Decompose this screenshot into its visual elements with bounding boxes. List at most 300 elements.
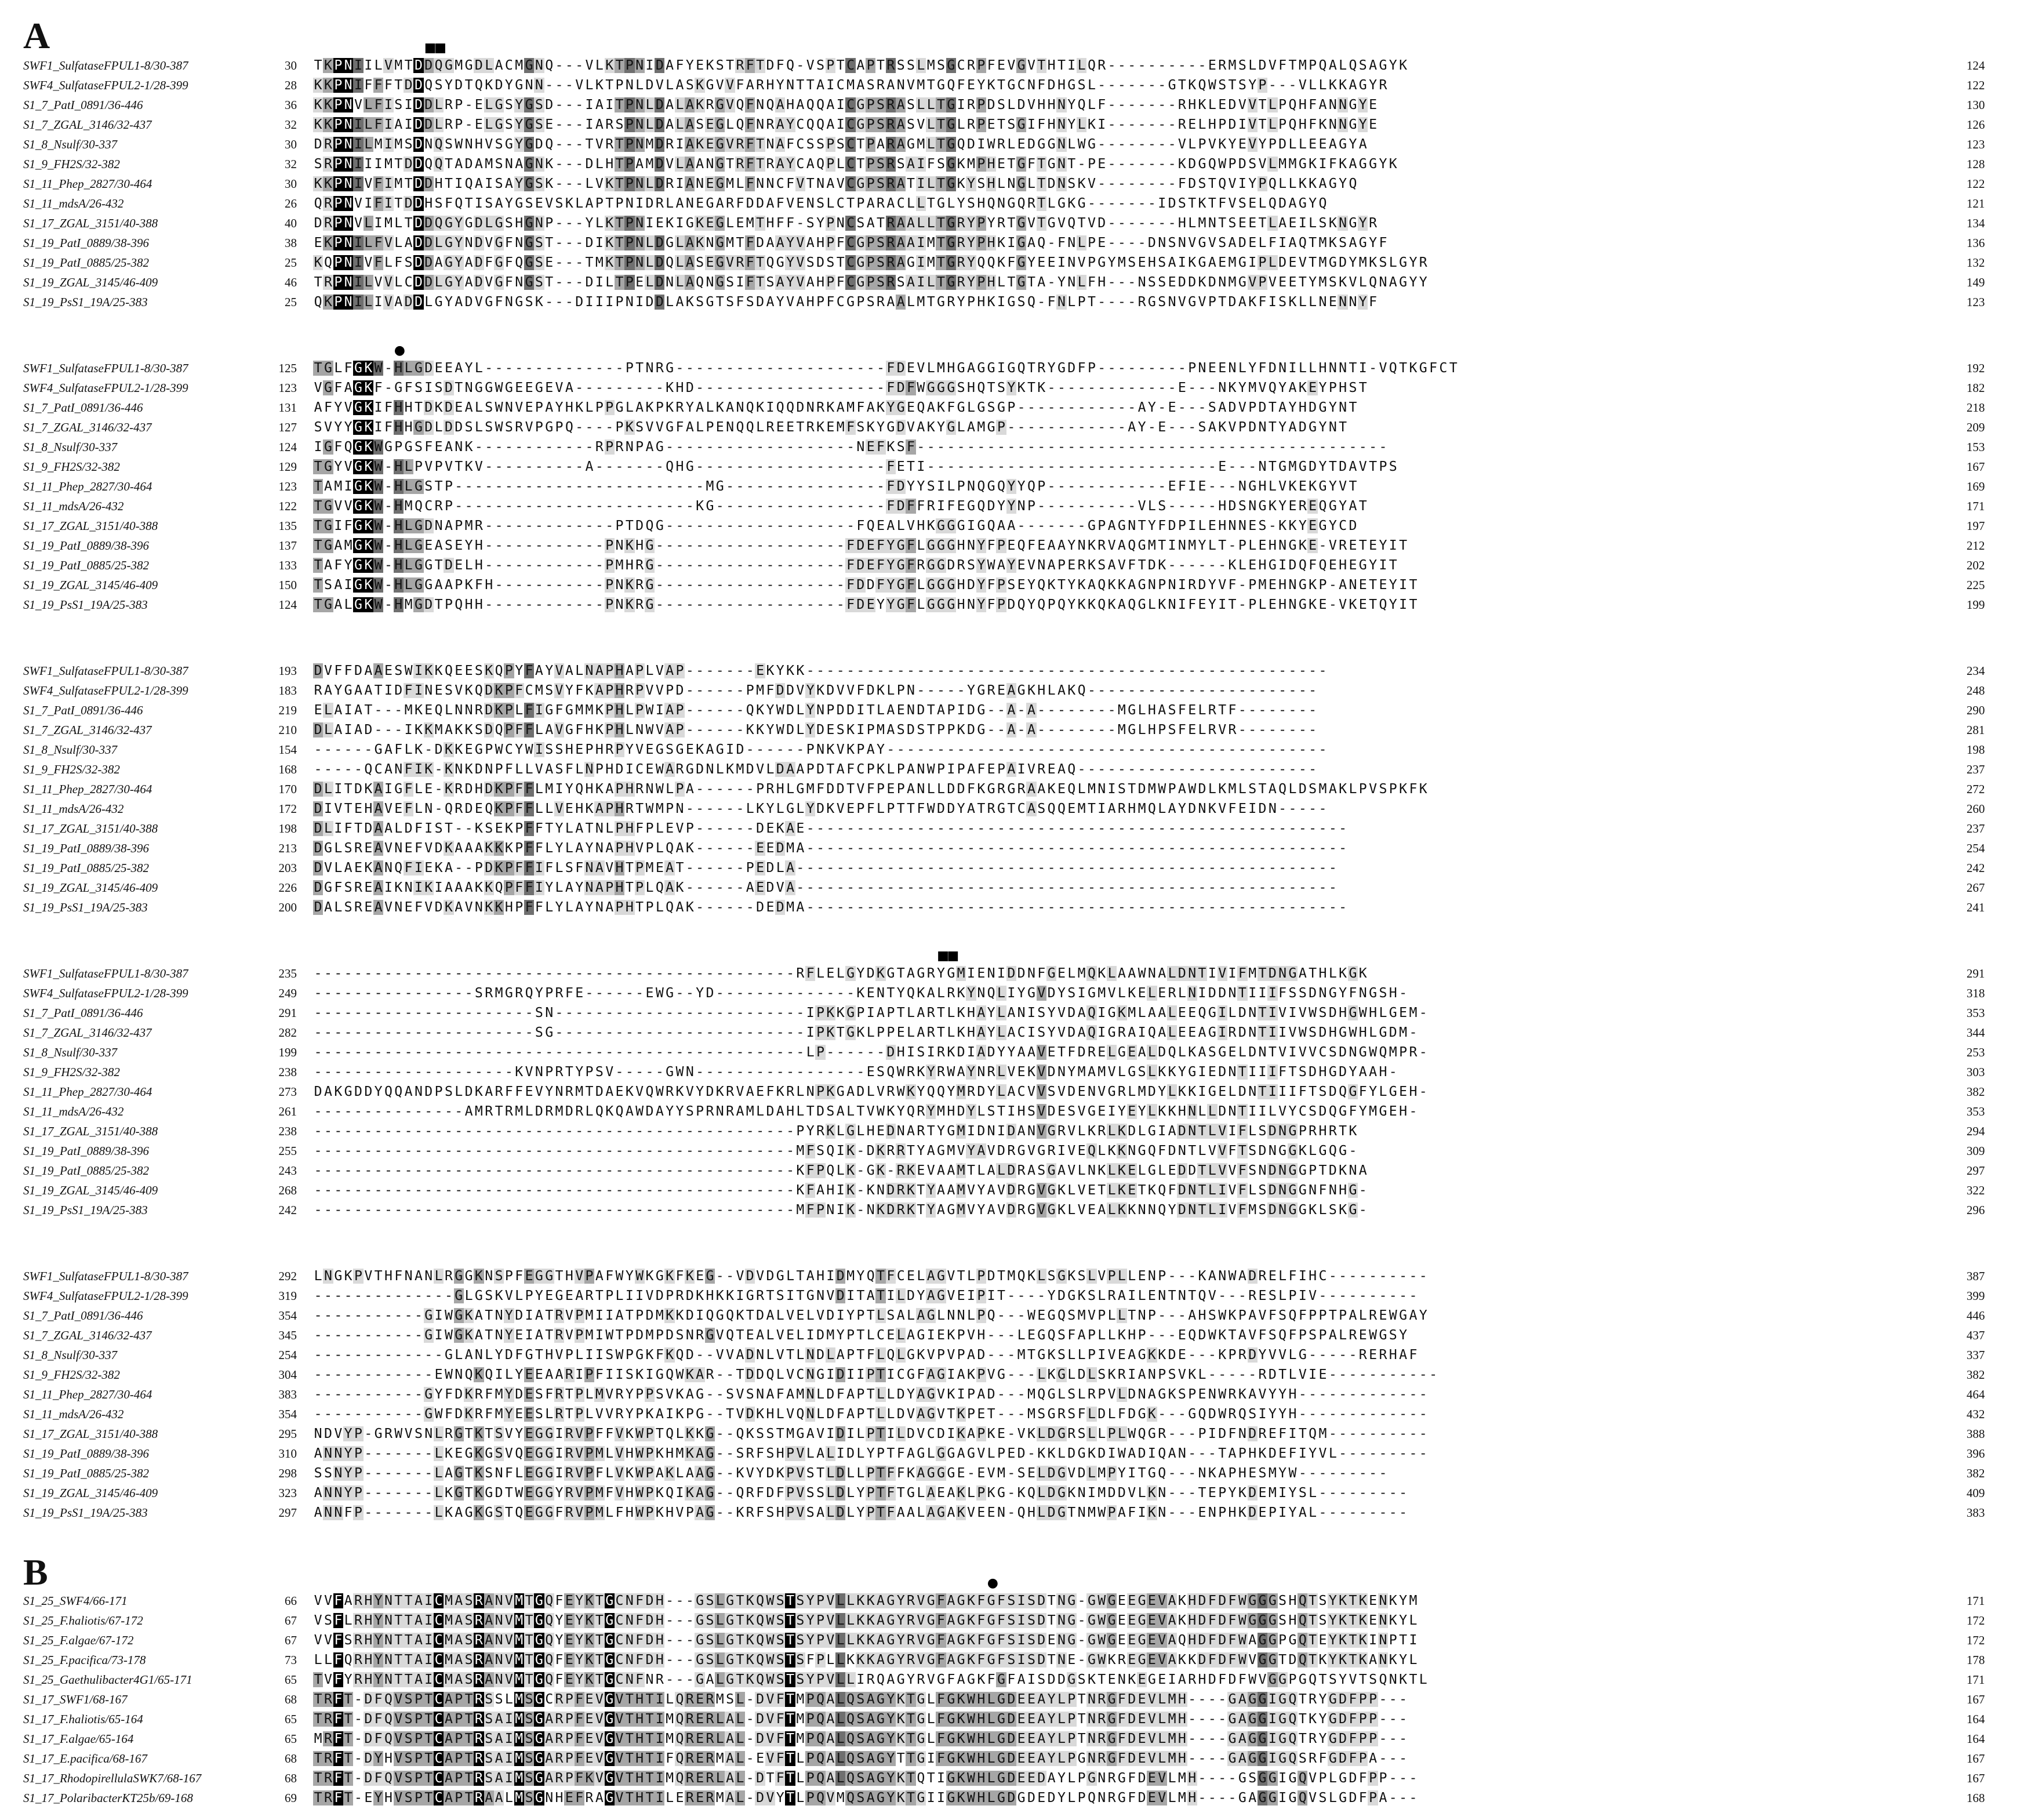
sequence-residues: - - - - - - - - - - - - - - - - - - - - K V N P R T Y P S V - - - - - G W N - - - - - - - - - - - - - - - - - E S Q W R K Y R W A Y N R L V E K V D N Y M A M V L G S L K K Y G I E D N T I I I F T S D H G D Y A A H - — [314, 1064, 1397, 1080]
alignment-row — [0, 742, 2017, 757]
active-site-dot-marker: ● — [394, 343, 405, 358]
sequence-end-position: 218 — [1967, 401, 1985, 415]
sequence-name: S1_8_Nsulf/30-337 — [23, 743, 118, 757]
alignment-row — [0, 1025, 2017, 1040]
sequence-residues: - - - - - - - - - - - - - - G L G S K V L P Y E G E A R T P L I I V D P R D K H K K I G R T S I T G N V D I T A T I L D Y A G V E I P I T - - - - Y D G K S L R A I L E N T N T Q V - - - R E S L P I V - - - - - - - - - - — [314, 1288, 1418, 1303]
sequence-name: S1_7_PatI_0891/36-446 — [23, 1006, 143, 1020]
sequence-name: S1_11_Phep_2827/30-464 — [23, 177, 152, 191]
sequence-start-position: 210 — [278, 723, 297, 737]
alignment-row — [0, 1367, 2017, 1382]
sequence-start-position: 310 — [278, 1447, 297, 1461]
sequence-start-position: 38 — [285, 236, 297, 250]
sequence-name: S1_7_PatI_0891/36-446 — [23, 401, 143, 415]
sequence-start-position: 68 — [285, 1692, 297, 1706]
sequence-name: S1_19_PsS1_19A/25-383 — [23, 295, 148, 309]
sequence-name: S1_19_PatI_0885/25-382 — [23, 861, 149, 875]
sequence-name: S1_19_PatI_0889/38-396 — [23, 1144, 149, 1158]
sequence-name: S1_25_SWF4/66-171 — [23, 1594, 128, 1608]
alignment-row — [0, 683, 2017, 698]
sequence-end-position: 387 — [1967, 1269, 1985, 1283]
sequence-name: S1_17_F.algae/65-164 — [23, 1732, 134, 1746]
sequence-end-position: 192 — [1967, 361, 1985, 375]
sequence-start-position: 25 — [285, 295, 297, 309]
sequence-end-position: 167 — [1967, 1752, 1985, 1765]
sequence-start-position: 235 — [278, 967, 297, 980]
sequence-residues: T G Y V G K W - H L P V P V T K V - - - - - - - - - - A - - - - - - - Q H G - - - - - - - - - - - - - - - - - - - F E T I - - - - - - - - - - - - - - - - - - - - - - - - - - - - - E - - - N T G M G D Y T D A V T P S — [314, 459, 1397, 474]
sequence-start-position: 172 — [278, 802, 297, 816]
sequence-start-position: 199 — [278, 1045, 297, 1059]
sequence-residues: - - - - - - - - - - - - - - - - - - - - - - - - - - - - - - - - - - - - - - - - - - - - - - - - K F P Q L K - G K - R K E V A A M T L A L D R A S G A V L N K L K E L G L E D D T L V V F S N D N G G P T D K N A — [314, 1163, 1367, 1178]
alignment-row — [0, 1045, 2017, 1060]
sequence-residues: D L I T D K A I G F L E - K R D H D K P F F L M I Y Q H K A P H R N W L P A - - - - - - P R H L G M F D D T V F P E P A N L L D D F K G R G R A A K E Q L M N I S T D M W P A W D L K M L S T A Q L D S M A K L P V S P K F K — [314, 781, 1427, 797]
sequence-end-position: 171 — [1967, 499, 1985, 513]
sequence-residues: V V F A R H Y N T T A I C M A S R A N V M T G Q F E Y K T G C N F D H - - - G S L G T K Q W S T S Y P V L L K K A G Y R V G F A G K F G F S I S D T N G - G W G E E G E V A K H D F D F W G G G S H Q T S Y K T K E N K Y M — [314, 1593, 1418, 1608]
sequence-end-position: 126 — [1967, 118, 1985, 132]
alignment-row — [0, 117, 2017, 132]
sequence-end-position: 337 — [1967, 1348, 1985, 1362]
sequence-name: S1_25_F.algae/67-172 — [23, 1633, 134, 1647]
alignment-row — [0, 841, 2017, 856]
sequence-start-position: 345 — [278, 1328, 297, 1342]
alignment-row — [0, 1652, 2017, 1668]
sequence-residues: - - - - - - - - - - - - E W N Q K Q I L Y E E A A R I P F I I S K I G Q W K A R - - T D D Q L V C N G I D I I P T I C G F A G I A K P V G - - - L K G L D L S K R I A N P S V K L - - - - - R D T L V I E - - - - - - - - - - - — [314, 1367, 1438, 1382]
sequence-name: S1_11_Phep_2827/30-464 — [23, 479, 152, 493]
alignment-row — [0, 1183, 2017, 1198]
alignment-row — [0, 801, 2017, 816]
sequence-residues: A N N Y P - - - - - - - L K E G K G S V Q E G G I R V P M L V H W P K H M K A G - - S R F S H P V L A L I D L Y P T F A G L G G A G V L P E D - K K L D G K D I W A D I Q A N - - - T A P H K D E F I Y V L - - - - - - - - - — [314, 1445, 1427, 1461]
sequence-end-position: 122 — [1967, 78, 1985, 92]
sequence-start-position: 127 — [278, 420, 297, 434]
sequence-end-position: 353 — [1967, 1006, 1985, 1020]
sequence-residues: I G F Q G K W G P G S F E A N K - - - - - - - - - - - - R P R N P A G - - - - - - - - - - - - - - - - - - - N E F K S F - - - - - - - - - - - - - - - - - - - - - - - - - - - - - - - - - - - - - - - - - - - - - - - — [314, 439, 1387, 455]
sequence-end-position: 383 — [1967, 1506, 1985, 1520]
sequence-end-position: 167 — [1967, 460, 1985, 474]
sequence-name: SWF1_SulfataseFPUL1-8/30-387 — [23, 361, 188, 375]
sequence-residues: T R F T - D F Q V S P T C A P T R S A I M S G A R P F E V G V T H T I M Q R E R L A L - D V F T M P Q A L Q S A G Y K T G L F G K W H L G D E E A Y L P T N R G F D E V L M H - - - - G A G G I G Q T K Y G D F P P - - - — [314, 1711, 1408, 1727]
sequence-end-position: 172 — [1967, 1633, 1985, 1647]
sequence-start-position: 268 — [278, 1183, 297, 1197]
sequence-end-position: 212 — [1967, 539, 1985, 553]
alignment-row — [0, 966, 2017, 981]
sequence-name: S1_8_Nsulf/30-337 — [23, 1045, 118, 1059]
alignment-row — [0, 1203, 2017, 1218]
alignment-row — [0, 361, 2017, 376]
sequence-residues: - - - - - - G A F L K - D K K E G P W C Y W I S S H E P H R P Y V E G S G E K A G I D - - - - - - P N K V K P A Y - - - - - - - - - - - - - - - - - - - - - - - - - - - - - - - - - - - - - - - - - - - - — [314, 742, 1327, 757]
sequence-residues: L N G K P V T H F N A N L R G G K N S P F E G G T H V P A F W Y W K G K F K E G - - V D V D G L T A H I D M Y Q T F C E L A G V T L P D T M Q K L S G K S L V P L L E N P - - - K A N W A D R E L F I H C - - - - - - - - - - — [314, 1268, 1427, 1284]
sequence-residues: T R P N I L V V L C D D L G Y A D V G F N G S T - - - D I L T P E L D N L A Q N G S I F T S A Y V A H P F C G P S R S A I L T G R Y P H L T G T A - Y N L F H - - - N S S E D D K D N M G V P V E E T Y M S K V L Q N A G Y Y — [314, 274, 1427, 290]
alignment-row — [0, 295, 2017, 310]
sequence-name: S1_17_F.haliotis/65-164 — [23, 1712, 143, 1726]
sequence-start-position: 255 — [278, 1144, 297, 1158]
sequence-name: S1_17_PolaribacterKT25b/69-168 — [23, 1791, 193, 1805]
sequence-start-position: 383 — [278, 1387, 297, 1401]
sequence-start-position: 124 — [278, 440, 297, 454]
sequence-name: S1_17_ZGAL_3151/40-388 — [23, 822, 158, 835]
sequence-residues: R A Y G A A T I D F I N E S V K Q D K P F C M S V Y F K A P H R P V V P D - - - - - - P M F D D V Y K D V V F D K L P N - - - - - Y G R E A G K H L A K Q - - - - - - - - - - - - - - - - - - - - - - - — [314, 682, 1317, 698]
sequence-name: S1_9_FH2S/32-382 — [23, 762, 120, 776]
alignment-row — [0, 235, 2017, 250]
sequence-end-position: 178 — [1967, 1653, 1985, 1667]
active-site-dot-marker: ● — [987, 1576, 998, 1590]
sequence-start-position: 243 — [278, 1164, 297, 1178]
sequence-residues: T G I F G K W - H L G D N A P M R - - - - - - - - - - - - - P T D Q G - - - - - - - - - - - - - - - - - - - F Q E A L V H K G G G I G Q A A - - - - - - - G P A G N T Y F D P I L E H N N E S - K K Y E G Y C D — [314, 518, 1357, 533]
sequence-end-position: 382 — [1967, 1085, 1985, 1099]
sequence-name: S1_17_ZGAL_3151/40-388 — [23, 519, 158, 533]
sequence-residues: A F Y V G K I F H H T D K D E A L S W N V E P A Y H K L P P G L A K P K R Y A L K A N Q K I Q Q D N R K A M F A K Y G E Q A K F G L G S G P - - - - - - - - - - - - A Y - E - - - S A D V P D T A Y H D G Y N T — [314, 399, 1357, 415]
alignment-row — [0, 1143, 2017, 1158]
sequence-start-position: 66 — [285, 1594, 297, 1608]
sequence-name: SWF4_SulfataseFPUL2-1/28-399 — [23, 78, 188, 92]
sequence-start-position: 154 — [278, 743, 297, 757]
sequence-end-position: 168 — [1967, 1791, 1985, 1805]
sequence-start-position: 304 — [278, 1368, 297, 1382]
alignment-row — [0, 1485, 2017, 1501]
sequence-end-position: 291 — [1967, 967, 1985, 980]
sequence-residues: T G V V G K W - H M Q C R P - - - - - - - - - - - - - - - - - - - - - - - - K G - - - - - - - - - - - - - - - - - F D F F R I F E G Q D Y Y N P - - - - - - - - - - V L S - - - - - H D S N G K Y E R E Q G Y A T — [314, 498, 1367, 514]
sequence-residues: T G A L G K W - H M G D T P Q H H - - - - - - - - - - - - P N K R G - - - - - - - - - - - - - - - - - - - F D E Y Y G F L G G G H N Y F P D Q Y Q P Q Y K K Q K A Q G L K N I F E Y I T - P L E H N G K E - V K E T Q Y I T — [314, 597, 1418, 612]
sequence-residues: T R F T - E Y H V S P T C A P T R A A L M S G N H E F R A G V T H T I L E R E R M A L - D V Y T L P Q V M Q S A G Y K T G I I G K W H L G D G D E D Y L P Q N R G F D E V L M H - - - - G A G G I G Q V S L G D F P A - - - — [314, 1790, 1418, 1806]
sequence-residues: - - - - - - - - - - - G Y F D K R F M Y D E S F R T P L M V R Y P P S V K A G - - S V S N A F A M N L D F A P T L L D Y A G V K I P A D - - - M Q G L S L R P V L D N A G K S P E N W R K A V Y Y H - - - - - - - - - - - - - — [314, 1386, 1427, 1402]
sequence-start-position: 213 — [278, 841, 297, 855]
alignment-row — [0, 58, 2017, 73]
sequence-start-position: 319 — [278, 1289, 297, 1303]
alignment-row — [0, 176, 2017, 191]
alignment-row — [0, 439, 2017, 455]
sequence-name: S1_9_FH2S/32-382 — [23, 1368, 120, 1382]
sequence-name: SWF1_SulfataseFPUL1-8/30-387 — [23, 1269, 188, 1283]
sequence-end-position: 134 — [1967, 216, 1985, 230]
sequence-start-position: 200 — [278, 900, 297, 914]
sequence-end-position: 322 — [1967, 1183, 1985, 1197]
sequence-name: S1_11_mdsA/26-432 — [23, 1105, 124, 1118]
sequence-start-position: 354 — [278, 1309, 297, 1323]
sequence-name: S1_25_F.haliotis/67-172 — [23, 1614, 143, 1628]
sequence-residues: Q R P N V I F I T D D H S F Q T I S A Y G S E V S K L A P T P N I D R L A N E G A R F D D A F V E N S L C T P A R A C L L T G L Y S H Q N G Q R T L G K G - - - - - - - I D S T K T F V S E L Q D A G Y Q — [314, 195, 1327, 211]
alignment-row — [0, 275, 2017, 290]
alignment-row — [0, 459, 2017, 474]
sequence-end-position: 171 — [1967, 1594, 1985, 1608]
sequence-start-position: 131 — [278, 401, 297, 415]
sequence-start-position: 249 — [278, 986, 297, 1000]
alignment-row — [0, 1426, 2017, 1441]
alignment-row — [0, 1731, 2017, 1746]
alignment-row — [0, 1633, 2017, 1648]
sequence-name: S1_19_PatI_0885/25-382 — [23, 1164, 149, 1178]
sequence-name: S1_17_ZGAL_3151/40-388 — [23, 1427, 158, 1441]
sequence-start-position: 26 — [285, 197, 297, 210]
sequence-end-position: 182 — [1967, 381, 1985, 395]
sequence-end-position: 136 — [1967, 236, 1985, 250]
sequence-end-position: 437 — [1967, 1328, 1985, 1342]
sequence-end-position: 272 — [1967, 782, 1985, 796]
sequence-start-position: 354 — [278, 1407, 297, 1421]
sequence-residues: - - - - - - - - - - - - - - - - - - - - - - S N - - - - - - - - - - - - - - - - - - - - - - - - - I P K K G P I A P T L A R T L K H A Y L A N I S Y V D A Q I G K M L A A L E E Q G I L D N T I V I V W S D H G W H L G E M - — [314, 1005, 1427, 1020]
sequence-name: S1_7_ZGAL_3146/32-437 — [23, 1328, 152, 1342]
sequence-name: S1_19_PatI_0889/38-396 — [23, 1447, 149, 1461]
sequence-start-position: 135 — [278, 519, 297, 533]
alignment-row — [0, 1104, 2017, 1119]
sequence-residues: T R F T - D F Q V S P T C A P T R S S L M S G C R P F E V G V T H T I L Q R E R M S L - D V F T M P Q A L Q S A G Y K T G L F G K W H L G D E E A Y L P T N R G F D E V L M H - - - - G A G G I G Q T R Y G D F P P - - - — [314, 1691, 1408, 1707]
sequence-name: S1_19_PatI_0889/38-396 — [23, 236, 149, 250]
sequence-end-position: 198 — [1967, 743, 1985, 757]
sequence-end-position: 171 — [1967, 1673, 1985, 1687]
sequence-end-position: 248 — [1967, 684, 1985, 698]
sequence-end-position: 234 — [1967, 664, 1985, 678]
alignment-row — [0, 1328, 2017, 1343]
active-site-square-marker: ■ — [947, 949, 960, 963]
sequence-end-position: 164 — [1967, 1712, 1985, 1726]
sequence-name: S1_17_ZGAL_3151/40-388 — [23, 1124, 158, 1138]
alignment-row — [0, 1751, 2017, 1766]
alignment-row — [0, 380, 2017, 395]
sequence-start-position: 183 — [278, 684, 297, 698]
alignment-row — [0, 1387, 2017, 1402]
sequence-start-position: 123 — [278, 479, 297, 493]
sequence-residues: D R P N V L I M L T D D Q G Y G D L G S H G N P - - - Y L K T P N I E K I G K E G L E M T H F F - S Y P N C S A T R A A L L T G R Y P Y R T G V T G V Q T V D - - - - - - - H L M N T S E E T L A E I L S K N G Y R — [314, 215, 1378, 231]
alignment-row — [0, 1308, 2017, 1323]
alignment-row — [0, 1407, 2017, 1422]
alignment-row — [0, 1613, 2017, 1628]
alignment-row — [0, 196, 2017, 211]
sequence-name: S1_19_PsS1_19A/25-383 — [23, 598, 148, 612]
sequence-name: S1_17_RhodopirellulaSWK7/68-167 — [23, 1771, 202, 1785]
sequence-residues: T K P N I I L V M T D D Q G M G D L A C M G N Q - - - V L K T P N I D A F Y E K S T R F T D F Q - V S P T C A P T R S S L M S G C R P F E V G V T H T I L Q R - - - - - - - - - - E R M S L D V F T M P Q A L Q S A G Y K — [314, 57, 1408, 73]
sequence-name: S1_7_PatI_0891/36-446 — [23, 703, 143, 717]
sequence-end-position: 290 — [1967, 703, 1985, 717]
alignment-row — [0, 880, 2017, 895]
sequence-name: SWF1_SulfataseFPUL1-8/30-387 — [23, 59, 188, 72]
sequence-start-position: 68 — [285, 1771, 297, 1785]
sequence-name: SWF4_SulfataseFPUL2-1/28-399 — [23, 1289, 188, 1303]
sequence-end-position: 253 — [1967, 1045, 1985, 1059]
sequence-start-position: 32 — [285, 157, 297, 171]
sequence-residues: S S N Y P - - - - - - - L A G T K S N F L E G G I R V P F L V K W P A K L A A G - - K V Y D K P V S T L D L L P T F F K A G G G E - E V M - S E L D G V D L M P Y I T G Q - - - N K A P H E S M Y W - - - - - - - - - — [314, 1465, 1387, 1481]
alignment-row — [0, 1712, 2017, 1727]
alignment-row — [0, 97, 2017, 112]
sequence-name: SWF1_SulfataseFPUL1-8/30-387 — [23, 967, 188, 980]
sequence-residues: - - - - - - - - - - - - - - - - - - - - - - S G - - - - - - - - - - - - - - - - - - - - - - - - - I P K T G K L P P E L A R T L K H A Y L A C I S Y V D A Q I G R A I Q A L E E A G I R D N T I I V W S D H G W H L G D M - — [314, 1025, 1418, 1040]
sequence-residues: D R P N I L M I M S D N Q S W N H V S G Y G D Q - - - T V R T P N M D R I A K E G V R F T N A F C S S P S C T P A R A G M L T G Q D I W R L E D G G N L W G - - - - - - - - V L P V K Y E V Y P D L L E E A G Y A — [314, 136, 1367, 152]
sequence-residues: V S F L R H Y N T T A I C M A S R A N V M T G Q Y E Y K T G C N F D H - - - G S L G T K Q W S T S Y P V L L K K A G Y R V G F A G K F G F S I S D T N G - G W G E E G E V A K H D F D F W G G G S H Q T S Y K T K E N K Y L — [314, 1612, 1418, 1628]
sequence-residues: N D V Y P - G R W V S N L R G T K T S V Y E G G I R V P F F V K W P T Q L K K G - - Q K S S T M G A V I D I L P T I L D V C D I K A P K E - V K L D G R S L L P L W Q G R - - - P I D F N D R E F I T Q M - - - - - - - - - - — [314, 1426, 1427, 1441]
sequence-end-position: 309 — [1967, 1144, 1985, 1158]
sequence-residues: E K P N I L F V L A D D L G Y N D V G F N G S T - - - D I K T P N L D G L A K N G M T F D A A Y V A H P F C G P S R A A I M T G R Y P H K I G A Q - F N L P E - - - - D N S N V G V S A D E L F I A Q T M K S A G Y F — [314, 235, 1387, 250]
sequence-residues: - - - - - - - - - - - - - - - - - - - - - - - - - - - - - - - - - - - - - - - - - - - - - - - - P Y R K L G L H E D N A R T Y G M I D N I D A N V G R V L K R L K D L G I A D N T L V I F L S D N G P R H R T K — [314, 1123, 1357, 1139]
sequence-name: S1_7_PatI_0891/36-446 — [23, 1309, 143, 1323]
sequence-residues: Q K P N I L I V A D D L G Y A D V G F N G S K - - - D I I I P N I D D L A K S G T S F S D A Y V A H P F C G P S R A A L M T G R Y P H K I G S Q - F N L P T - - - - R G S N V G V P T D A K F I S K L L N E N N Y F — [314, 294, 1378, 310]
sequence-start-position: 168 — [278, 762, 297, 776]
sequence-residues: A N N Y P - - - - - - - L K G T K G D T W E G G Y R V P M F V H W P K Q I K A G - - Q R F D F P V S S L D L Y P T F T G L A E A K L P K G - K Q L D G K N I M D D V L K N - - - T E P Y K D E M I Y S L - - - - - - - - - — [314, 1485, 1408, 1501]
alignment-row — [0, 1446, 2017, 1461]
alignment-row — [0, 538, 2017, 553]
sequence-residues: T R F T - D F Q V S P T C A P T R S A I M S G A R P F K V G V T H T I M Q R E R L A L - D T F T L P Q A L Q S A G Y K T Q T I G K W H L G D E E D A Y L P G N R G F D E V L M H - - - - G S G G I G Q V P L G D F P P - - - — [314, 1770, 1418, 1786]
sequence-name: S1_7_PatI_0891/36-446 — [23, 98, 143, 112]
sequence-end-position: 409 — [1967, 1486, 1985, 1500]
sequence-name: S1_19_PsS1_19A/25-383 — [23, 1506, 148, 1520]
sequence-residues: - - - - - - - - - - - - - - - - - - - - - - - - - - - - - - - - - - - - - - - - - - - - - - - - R F L E L G Y D K G T A G R Y G M I E N I D D N F G E L M Q K L A A W N A L D N T I V I F M T D N G A T H L K G K — [314, 965, 1367, 981]
sequence-residues: - - - - - - - - - - - - - - - - - - - - - - - - - - - - - - - - - - - - - - - - - - - - - - - - M F S Q I K - D K R R T Y A G M V Y A V D R G V G R I V E Q L K K N G Q F D N T L V V F T S D N G G K L G Q G - — [314, 1143, 1357, 1158]
sequence-residues: - - - - - - - - - - - - - - - - - - - - - - - - - - - - - - - - - - - - - - - - - - - - - - - - M F P N I K - N K D R K T Y A G M V Y A V D R G V G K L V E A L K K N N Q Y D N T L I V F M S D N G G K L S K G - — [314, 1202, 1367, 1218]
sequence-residues: - - - - - - - - - - - - - - - - S R M G R Q Y P R F E - - - - - - E W G - - Y D - - - - - - - - - - - - - - K E N T Y Q K A L R K Y N Q L I Y G V D Y S I G M V L K E L E R L N I D D N T I I I F S S D N G Y F N G S H - — [314, 985, 1408, 1001]
sequence-start-position: 226 — [278, 881, 297, 895]
sequence-end-position: 202 — [1967, 558, 1985, 572]
alignment-row — [0, 1692, 2017, 1707]
sequence-end-position: 382 — [1967, 1368, 1985, 1382]
sequence-residues: M R F T - D F Q V S P T C A P T R S A I M S G A R P F E V G V T H T I M Q R E R L A L - D V F T M P Q A L Q S A G Y K T G L F G K W H L G D E E A Y L P T N R G F D E V L M H - - - - G A G G I G Q T R Y G D F P P - - - — [314, 1731, 1408, 1746]
sequence-residues: - - - - - - - - - - - G I W G K A T N Y D I A T R V P M I I A T P D M K K D I Q G Q K T D A L V E L V D I Y P T L S A L A G L N N L P Q - - - W E G Q S M V P L L T N P - - - A H S W K P A V F S Q F P P T P A L R E W G A Y — [314, 1307, 1427, 1323]
sequence-start-position: 137 — [278, 539, 297, 553]
sequence-name: S1_9_FH2S/32-382 — [23, 1065, 120, 1079]
sequence-residues: D G L S R E A V N E F V D K A A A K K K P F F L Y L A Y N A P H V P L Q A K - - - - - - E E D M A - - - - - - - - - - - - - - - - - - - - - - - - - - - - - - - - - - - - - - - - - - - - - - - - - - - - - - — [314, 840, 1347, 856]
sequence-name: S1_17_E.pacifica/68-167 — [23, 1752, 148, 1765]
sequence-end-position: 432 — [1967, 1407, 1985, 1421]
sequence-start-position: 73 — [285, 1653, 297, 1667]
sequence-name: S1_19_PatI_0885/25-382 — [23, 1466, 149, 1480]
sequence-name: S1_25_F.pacifica/73-178 — [23, 1653, 146, 1667]
panel-label-a: A — [23, 15, 50, 56]
sequence-start-position: 30 — [285, 177, 297, 191]
sequence-end-position: 241 — [1967, 900, 1985, 914]
sequence-start-position: 295 — [278, 1427, 297, 1441]
sequence-name: S1_19_PatI_0885/25-382 — [23, 558, 149, 572]
sequence-end-position: 130 — [1967, 98, 1985, 112]
sequence-end-position: 167 — [1967, 1771, 1985, 1785]
alignment-row — [0, 860, 2017, 876]
sequence-start-position: 32 — [285, 118, 297, 132]
sequence-name: S1_11_mdsA/26-432 — [23, 802, 124, 816]
sequence-residues: D V F F D A A E S W I K K Q E E S K Q P Y F A Y V A L N A P H A P L V A P - - - - - - - E K Y K K - - - - - - - - - - - - - - - - - - - - - - - - - - - - - - - - - - - - - - - - - - - - - - - - - - - - — [314, 663, 1327, 678]
sequence-start-position: 65 — [285, 1712, 297, 1726]
sequence-residues: - - - - - - - - - - - - - - - - - - - - - - - - - - - - - - - - - - - - - - - - - - - - - - - - - L P - - - - - - D H I S I R K D I A D Y Y A A V E T F D R E L G E A L D Q L K A S G E L D N T V I V V C S D N G W Q M P R - — [314, 1044, 1427, 1060]
alignment-row — [0, 1288, 2017, 1303]
sequence-end-position: 242 — [1967, 861, 1985, 875]
alignment-row — [0, 900, 2017, 915]
sequence-residues: - - - - - - - - - - - G I W G K A T N Y E I A T R V P M I W T P D M P D S N R G V Q T E A L V E L I D M Y P T L C E L A G I E K P V H - - - L E G Q S F A P L L K H P - - - E Q D W K T A V F S Q F P S P A L R E W G S Y — [314, 1327, 1408, 1343]
sequence-start-position: 291 — [278, 1006, 297, 1020]
alignment-row — [0, 479, 2017, 494]
sequence-residues: D I V T E H A V E F L N - Q R D E Q K P F F L L V E H K A P H R T W M P N - - - - - - L K Y L G L Y D K V E P F L P T T F W D D Y A T R G T C A S Q Q E M T I A R H M Q L A Y D N K V F E I D N - - - - - — [314, 801, 1327, 816]
sequence-start-position: 292 — [278, 1269, 297, 1283]
alignment-row — [0, 1771, 2017, 1786]
sequence-residues: V G F A G K F - G F S I S D T N G G W G E E G E V A - - - - - - - - - K H D - - - - - - - - - - - - - - - - - - - F D F W G G G S H Q T S Y K T K - - - - - - - - - - - - - E - - - N K Y M V Q Y A K E Y P H S T — [314, 380, 1367, 395]
alignment-row — [0, 1466, 2017, 1481]
sequence-start-position: 133 — [278, 558, 297, 572]
sequence-residues: K K P N V L F I S I D D L R P - E L G S Y G S D - - - I A I T P N L D A L A K R G V Q F N Q A H A Q Q A I C G P S R A S L L T G I R P D S L D V H H N Y Q L F - - - - - - - R H K L E D V V T L P Q H F A N N G Y E — [314, 97, 1378, 112]
sequence-end-position: 294 — [1967, 1124, 1985, 1138]
sequence-end-position: 153 — [1967, 440, 1985, 454]
sequence-end-position: 318 — [1967, 986, 1985, 1000]
sequence-residues: T G A M G K W - H L G E A S E Y H - - - - - - - - - - - - P N K H G - - - - - - - - - - - - - - - - - - - F D E F Y G F L G G G H N Y F P E Q F E A A Y N K R V A Q G M T I N M Y L T - P L E H N G K E - V R E T E Y I T — [314, 537, 1408, 553]
alignment-row — [0, 1347, 2017, 1363]
sequence-name: S1_19_PatI_0889/38-396 — [23, 539, 149, 553]
sequence-name: S1_19_ZGAL_3145/46-409 — [23, 1486, 158, 1500]
sequence-start-position: 69 — [285, 1791, 297, 1805]
sequence-start-position: 123 — [278, 381, 297, 395]
active-site-square-marker: ■ — [937, 949, 949, 963]
sequence-end-position: 260 — [1967, 802, 1985, 816]
sequence-end-position: 167 — [1967, 1692, 1985, 1706]
sequence-name: S1_8_Nsulf/30-337 — [23, 1348, 118, 1362]
sequence-end-position: 388 — [1967, 1427, 1985, 1441]
sequence-start-position: 65 — [285, 1673, 297, 1687]
sequence-residues: - - - - - - - - - - - G W F D K R F M Y E E S L R T P L V V R Y P K A I K P G - - T V D K H L V Q N L D F A P T L L D V A G V T K P E T - - - M S G R S F L D L F D G K - - - G Q D W R Q S I Y Y H - - - - - - - - - - - - - — [314, 1406, 1427, 1422]
sequence-start-position: 203 — [278, 861, 297, 875]
sequence-name: SWF4_SulfataseFPUL2-1/28-399 — [23, 381, 188, 395]
alignment-row — [0, 663, 2017, 678]
alignment-row — [0, 216, 2017, 231]
sequence-name: S1_8_Nsulf/30-337 — [23, 440, 118, 454]
sequence-name: S1_9_FH2S/32-382 — [23, 157, 120, 171]
sequence-start-position: 219 — [278, 703, 297, 717]
sequence-start-position: 238 — [278, 1124, 297, 1138]
alignment-row — [0, 1065, 2017, 1080]
alignment-row — [0, 577, 2017, 593]
alignment-row — [0, 1672, 2017, 1687]
sequence-end-position: 396 — [1967, 1447, 1985, 1461]
sequence-start-position: 40 — [285, 216, 297, 230]
alignment-row — [0, 1505, 2017, 1520]
sequence-name: S1_11_Phep_2827/30-464 — [23, 1085, 152, 1099]
sequence-start-position: 122 — [278, 499, 297, 513]
sequence-name: SWF4_SulfataseFPUL2-1/28-399 — [23, 986, 188, 1000]
sequence-start-position: 323 — [278, 1486, 297, 1500]
alignment-row — [0, 782, 2017, 797]
alignment-row — [0, 558, 2017, 573]
active-site-square-marker: ■ — [424, 41, 437, 55]
alignment-row — [0, 400, 2017, 415]
sequence-residues: K K P N I F F F T D D Q S Y D T Q K D Y G N N - - - V L K T P N L D V L A S K G V V F A R H Y N T T A I C M A S R A N V M T G Q F E Y K T G C N F D H G S L - - - - - - - G T K Q W S T S Y P - - - V L L K K A G Y R — [314, 77, 1387, 93]
sequence-end-position: 353 — [1967, 1105, 1985, 1118]
sequence-start-position: 67 — [285, 1614, 297, 1628]
sequence-end-position: 303 — [1967, 1065, 1985, 1079]
sequence-residues: L L F Q R H Y N T T A I C M A S R A N V M T G Q F E Y K T G C N F D H - - - G S L G T K Q W S T S F P L L K K K A G Y R V G F A G K F G F S I S D T N E - G W K R E G E V A K K D F D F W V G G T D Q T K Y K T K A N K Y L — [314, 1652, 1418, 1668]
sequence-start-position: 125 — [278, 361, 297, 375]
alignment-row — [0, 157, 2017, 172]
sequence-residues: - - - - - Q C A N F I K - K N K D N P F L L V A S F L N P H D I C E W A R G D N L K M D V L D A A P D T A F C P K L P A N W P I P A F E P A I V R E A Q - - - - - - - - - - - - - - - - - - - - - - - - — [314, 761, 1317, 777]
sequence-name: S1_7_ZGAL_3146/32-437 — [23, 723, 152, 737]
sequence-residues: T G L F G K W - H L G D E E A Y L - - - - - - - - - - - - - - P T N R G - - - - - - - - - - - - - - - - - - - - - F D E V L M H G A G G I G Q T R Y G D F P - - - - - - - - - P N E E N L Y F D N I L L H N N T I - V Q T K G F C T — [314, 360, 1458, 376]
sequence-end-position: 124 — [1967, 59, 1985, 72]
sequence-start-position: 124 — [278, 598, 297, 612]
sequence-name: S1_7_ZGAL_3146/32-437 — [23, 420, 152, 434]
sequence-end-position: 123 — [1967, 137, 1985, 151]
sequence-name: S1_19_ZGAL_3145/46-409 — [23, 275, 158, 289]
sequence-end-position: 297 — [1967, 1164, 1985, 1178]
sequence-residues: - - - - - - - - - - - - - - - A M R T R M L D R M D R L Q K Q A W D A Y Y S P R N R A M L D A H L T D S A L T V W K Y Q R Y M H D Y L S T I H S V D E S V G E I Y E Y L K K H N L L D N T I I L V Y C S D Q G F Y M G E H - — [314, 1103, 1418, 1119]
alignment-row — [0, 78, 2017, 93]
sequence-end-position: 344 — [1967, 1026, 1985, 1040]
sequence-start-position: 36 — [285, 98, 297, 112]
sequence-end-position: 122 — [1967, 177, 1985, 191]
sequence-end-position: 132 — [1967, 256, 1985, 270]
sequence-residues: T S A I G K W - H L G G A A P K F H - - - - - - - - - - - P N K R G - - - - - - - - - - - - - - - - - - - F D D F Y G F L G G G H D Y F P S E Y Q K T Y K A Q K K A G N P N I R D Y V F - P M E H N G K P - A N E T E Y I T — [314, 577, 1418, 593]
sequence-name: S1_7_ZGAL_3146/32-437 — [23, 118, 152, 132]
sequence-end-position: 281 — [1967, 723, 1985, 737]
sequence-end-position: 382 — [1967, 1466, 1985, 1480]
sequence-start-position: 242 — [278, 1203, 297, 1217]
sequence-start-position: 193 — [278, 664, 297, 678]
alignment-row — [0, 597, 2017, 612]
alignment-row — [0, 1005, 2017, 1020]
sequence-end-position: 464 — [1967, 1387, 1985, 1401]
sequence-end-position: 296 — [1967, 1203, 1985, 1217]
active-site-square-marker: ■ — [434, 41, 446, 55]
sequence-name: SWF1_SulfataseFPUL1-8/30-387 — [23, 664, 188, 678]
sequence-end-position: 209 — [1967, 420, 1985, 434]
sequence-end-position: 172 — [1967, 1614, 1985, 1628]
sequence-start-position: 30 — [285, 59, 297, 72]
sequence-residues: D L I F T D A A L D F I S T - - K S E K P F F T Y L A T N L P H F P L E V P - - - - - - D E K A E - - - - - - - - - - - - - - - - - - - - - - - - - - - - - - - - - - - - - - - - - - - - - - - - - - - - - - — [314, 820, 1347, 836]
